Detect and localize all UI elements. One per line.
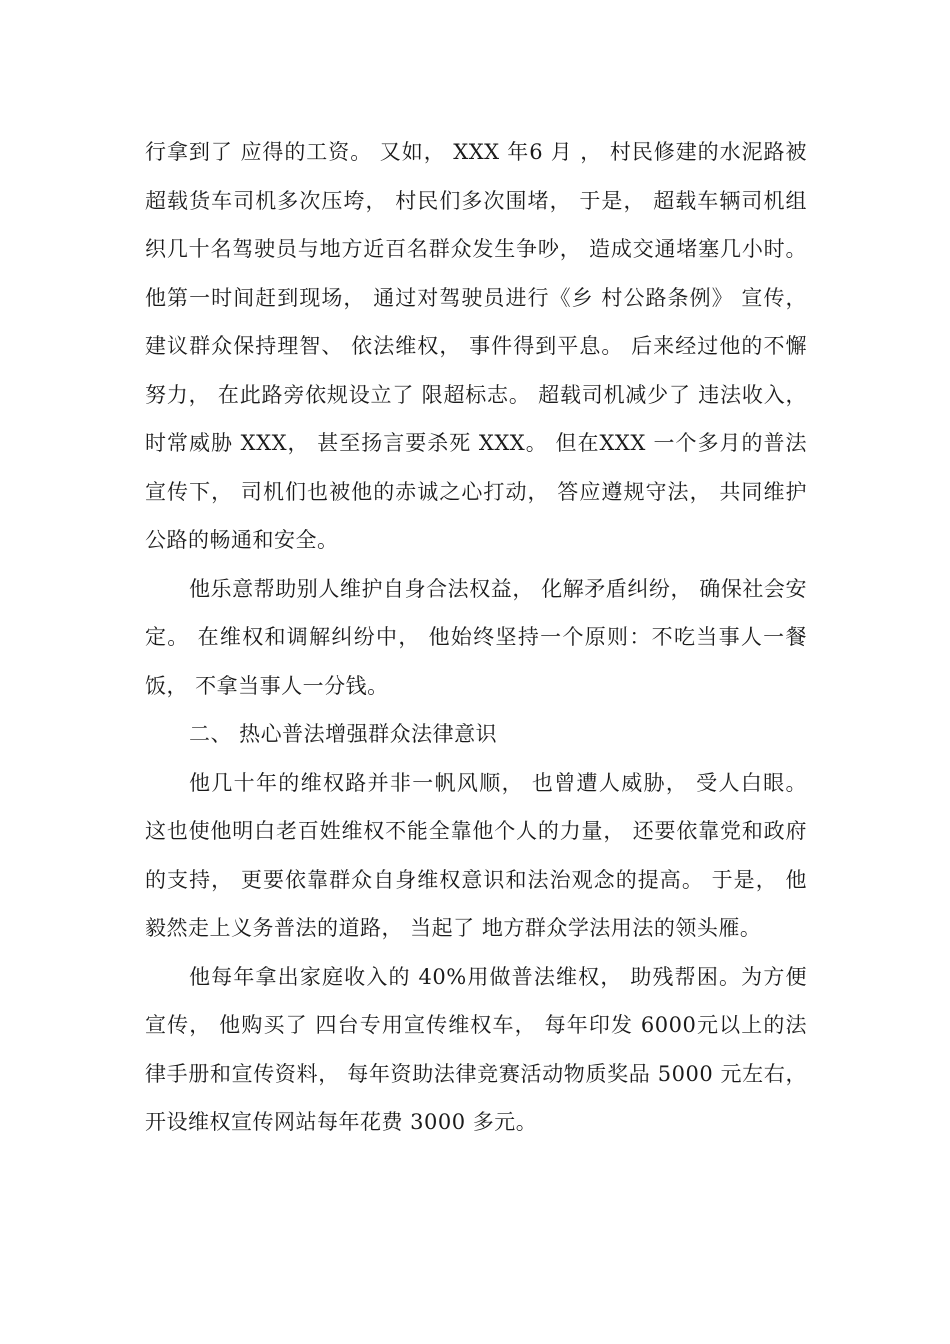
paragraph-5: 他每年拿出家庭收入的 40%用做普法维权， 助残帮困。为方便宣传， 他购买了 四台专用宣传维权车， 每年印发 6000元以上的法律手册和宣传资料， 每年资助法律竞赛活动物质奖品 5000 元左右， 开设维权宣传网站每年花费 3000 多元。 [145,964,807,1134]
paragraph-2: 他乐意帮助别人维护自身合法权益， 化解矛盾纠纷， 确保社会安定。 在维权和调解纠纷中， 他始终坚持一个原则：不吃当事人一餐饭， 不拿当事人一分钱。 [145,576,807,698]
section-heading: 二、 热心普法增强群众法律意识 [189,722,498,746]
paragraph-4: 他几十年的维权路并非一帆风顺， 也曾遭人威胁， 受人白眼。 这也使他明白老百姓维权不能全靠他个人的力量， 还要依靠党和政府的支持， 更要依靠群众自身维权意识和法治观念的提高。 于是， 他毅然走上义务普法的道路， 当起了 地方群众学法用法的领头雁。 [145,770,807,940]
paragraph-1: 行拿到了 应得的工资。 又如， XXX 年6 月 ， 村民修建的水泥路被超载货车司机多次压垮， 村民们多次围堵， 于是， 超载车辆司机组织几十名驾驶员与地方近百名群众发生争吵， 造成交通堵塞几小时。 他第一时间赶到现场， 通过对驾驶员进行《乡 村公路条例》 宣传， 建议群众保持理智、 依法维权， 事件得到平息。 后来经过他的不懈努力， 在此路旁依规设立了 限超标志。 超载司机减少了 违法收入， 时常威胁 XXX， 甚至扬言要杀死 XXX。 但在XXX 一个多月的普法宣传下， 司机们也被他的赤诚之心打动， 答应遵规守法， 共同维护公路的畅通和安全。 [145,140,807,552]
document-body [145,128,807,1147]
